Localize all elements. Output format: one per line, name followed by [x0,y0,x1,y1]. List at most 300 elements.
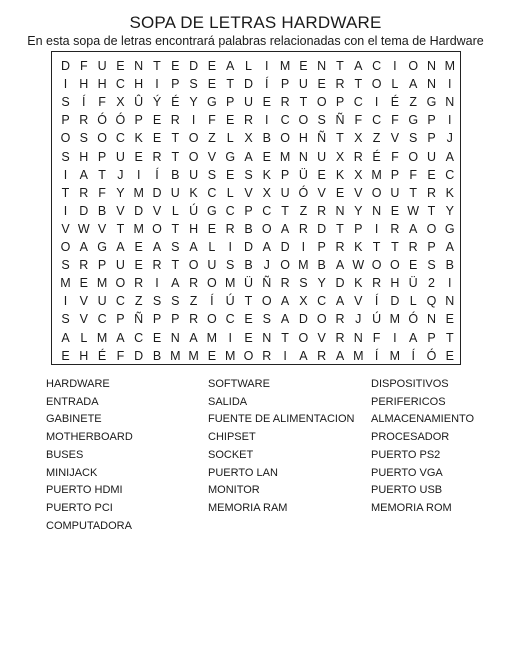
grid-letter: E [134,149,143,164]
grid-letter: E [262,95,271,110]
grid-letter: E [116,59,125,73]
grid-letter: S [171,240,180,254]
grid-letter: M [96,276,108,291]
grid-letter: X [116,95,125,110]
grid-letter: O [261,294,272,309]
grid-letter: B [244,221,253,236]
grid-letter: J [446,131,453,146]
grid-letter: I [265,113,269,128]
grid-letter: P [427,240,436,254]
grid-letter: P [61,113,70,128]
grid-letter: I [228,330,232,345]
grid-letter: P [134,113,143,128]
grid-letter: É [171,95,180,110]
grid-letter: O [408,149,419,164]
grid-letter: N [317,59,327,73]
grid-letter: R [335,312,345,327]
grid-letter: P [427,131,436,146]
grid-letter: K [445,185,454,200]
grid-letter: E [445,348,454,363]
grid-letter: M [389,312,401,327]
grid-letter: S [152,294,162,309]
grid-letter: Ñ [335,113,345,128]
grid-letter: L [208,240,216,254]
grid-letter: U [97,59,107,73]
grid-letter: Ú [189,203,199,218]
grid-letter: R [79,185,89,200]
grid-letter: L [245,59,252,73]
grid-letter: J [263,258,270,273]
grid-letter: O [207,276,217,291]
grid-letter: O [408,59,419,73]
grid-letter: K [354,276,363,291]
grid-letter: A [299,348,308,363]
grid-letter: S [171,294,180,309]
grid-letter: V [354,294,363,309]
grid-row [52,166,459,184]
grid-letter: F [79,59,88,73]
grid-letter: E [427,167,436,182]
grid-letter: M [188,348,199,363]
grid-letter: Í [374,348,379,363]
grid-letter: T [409,185,417,200]
grid-letter: I [374,221,379,236]
grid-letter: A [409,221,418,236]
grid-letter: A [189,330,198,345]
grid-letter: U [170,185,180,200]
grid-letter: H [97,77,107,92]
word-list-item: MONITOR [208,484,260,497]
grid-letter: O [188,258,199,273]
grid-letter: Z [134,294,143,309]
grid-row [52,256,459,274]
grid-letter: G [207,203,217,218]
grid-letter: Z [372,131,381,146]
grid-letter: E [299,59,308,73]
grid-row [52,184,459,202]
grid-letter: C [372,113,382,128]
grid-letter: O [371,258,382,273]
grid-letter: D [79,203,89,218]
grid-letter: K [335,167,345,182]
grid-letter: P [97,258,107,273]
grid-letter: F [98,95,106,110]
grid-letter: A [354,59,363,73]
grid-letter: R [408,240,418,254]
grid-letter: T [336,221,344,236]
grid-letter: E [335,185,345,200]
grid-letter: M [133,185,144,200]
grid-letter: Y [317,276,326,291]
grid-letter: C [445,167,455,182]
grid-letter: S [79,131,88,146]
grid-letter: R [372,276,382,291]
grid-letter: U [298,77,308,92]
word-list-item: HARDWARE [46,378,110,390]
grid-letter: Í [82,95,86,110]
word-list-item: PUERTO HDMI [46,484,123,497]
grid-letter: Í [265,77,269,92]
grid-letter: N [426,312,437,327]
grid-letter: D [243,240,254,254]
grid-letter: F [116,348,125,363]
grid-letter: G [426,95,437,110]
grid-letter: P [354,221,363,236]
grid-letter: R [426,185,437,200]
grid-letter: P [317,240,326,254]
grid-letter: R [353,149,363,164]
grid-letter: M [224,348,236,363]
grid-letter: O [280,258,290,273]
grid-letter: T [281,203,289,218]
word-list-item: FUENTE DE ALIMENTACION [208,413,355,426]
grid-letter: V [97,221,107,236]
grid-letter: I [191,113,196,128]
grid-letter: A [262,240,271,254]
grid-letter: L [409,294,417,309]
grid-letter: T [445,330,454,345]
grid-letter: X [299,294,308,309]
grid-letter: T [336,59,344,73]
grid-letter: G [444,221,455,236]
grid-letter: F [372,330,381,345]
grid-letter: R [280,276,290,291]
grid-letter: A [116,330,125,345]
grid-letter: A [226,59,235,73]
grid-letter: M [133,221,144,236]
grid-letter: M [60,276,71,291]
grid-letter: R [243,113,254,128]
grid-letter: O [298,330,309,345]
grid-letter: D [335,276,345,291]
grid-letter: C [372,59,382,73]
grid-row [52,75,459,93]
grid-letter: R [170,113,180,128]
grid-letter: D [390,294,400,309]
grid-letter: Û [134,95,144,110]
grid-letter: B [317,258,326,273]
grid-letter: N [426,59,437,73]
grid-letter: T [299,95,308,110]
grid-letter: O [390,258,400,273]
grid-letter: S [427,258,436,273]
word-list-item: ALMACENAMIENTO [371,413,475,426]
grid-letter: V [207,149,217,164]
grid-letter: C [97,312,107,327]
grid-letter: M [298,258,309,273]
grid-letter: A [445,149,454,164]
grid-letter: S [207,167,217,182]
grid-letter: W [352,258,365,273]
grid-letter: A [189,240,198,254]
grid-letter: G [225,149,236,164]
grid-letter: 2 [428,276,435,291]
grid-letter: T [171,131,180,146]
grid-letter: C [115,77,125,92]
grid-letter: N [445,294,455,309]
grid-letter: I [136,167,141,182]
word-list-item: MEMORIA ROM [371,501,452,514]
grid-letter: D [134,348,144,363]
grid-letter: V [79,294,88,309]
grid-letter: C [115,294,125,309]
grid-letter: C [317,294,327,309]
grid-letter: E [390,203,400,218]
grid-letter: I [301,240,306,254]
grid-letter: E [317,167,326,182]
grid-letter: Ó [426,348,437,363]
grid-letter: U [207,258,217,273]
grid-letter: F [391,113,399,128]
word-list-item: PUERTO LAN [208,466,278,479]
grid-row [52,347,459,365]
grid-letter: O [60,131,71,146]
grid-letter: C [134,330,144,345]
grid-letter: R [335,77,345,92]
grid-letter: A [116,240,125,254]
grid-letter: E [152,330,162,345]
grid-letter: X [244,131,253,146]
grid-letter: Ó [115,113,126,128]
grid-letter: E [134,240,143,254]
grid-letter: U [317,149,327,164]
grid-letter: R [189,276,199,291]
grid-letter: E [171,59,180,73]
grid-letter: O [316,95,327,110]
grid-letter: X [262,185,271,200]
grid-letter: D [60,59,71,73]
grid-letter: T [171,221,180,236]
grid-letter: H [390,276,400,291]
grid-letter: U [390,185,400,200]
grid-letter: R [262,348,272,363]
grid-letter: O [97,131,107,146]
grid-letter: I [393,330,397,345]
grid-letter: Y [189,95,198,110]
grid-letter: N [353,330,363,345]
grid-letter: O [371,77,382,92]
grid-letter: R [317,203,327,218]
grid-letter: U [280,185,290,200]
grid-letter: R [79,258,89,273]
grid-letter: R [335,240,345,254]
grid-letter: Ó [408,312,419,327]
grid-letter: V [317,185,326,200]
grid-letter: É [390,95,400,110]
grid-letter: S [189,77,198,92]
grid-letter: I [63,294,68,309]
grid-letter: E [207,221,217,236]
grid-letter: D [298,312,308,327]
grid-letter: A [280,294,290,309]
grid-letter: L [226,185,234,200]
grid-letter: E [244,312,253,327]
grid-letter: X [335,149,345,164]
grid-letter: F [208,113,216,128]
word-list-item: PUERTO VGA [371,466,443,479]
grid-letter: K [262,167,271,182]
grid-letter: V [116,203,125,218]
word-list-item: PUERTO PS2 [371,448,441,461]
grid-letter: Í [374,294,379,309]
grid-letter: O [261,221,272,236]
grid-letter: E [445,312,454,327]
grid-letter: Q [426,294,437,309]
grid-letter: C [225,203,235,218]
grid-letter: O [316,312,327,327]
grid-letter: A [409,330,418,345]
grid-letter: A [445,240,454,254]
grid-letter: D [280,240,290,254]
grid-letter: M [279,59,291,73]
grid-letter: Ü [408,276,418,291]
grid-letter: V [390,131,400,146]
grid-letter: U [97,294,107,309]
grid-letter: F [354,113,363,128]
grid-letter: Y [116,185,125,200]
grid-letter: P [335,95,345,110]
grid-letter: E [226,167,235,182]
grid-row [52,274,459,292]
grid-letter: T [354,77,363,92]
grid-letter: S [61,258,70,273]
grid-letter: T [116,221,125,236]
grid-letter: O [60,240,71,254]
word-list-item: SOCKET [208,448,254,461]
grid-letter: T [244,294,253,309]
word-list-item: PERIFERICOS [371,395,446,408]
grid-letter: H [298,131,308,146]
grid-letter: C [225,312,235,327]
grid-letter: V [61,221,70,236]
grid-letter: Y [354,203,363,218]
grid-letter: V [244,185,253,200]
grid-letter: N [298,149,308,164]
grid-letter: A [152,240,162,254]
grid-letter: C [353,95,363,110]
word-list-item: ENTRADA [46,395,99,408]
page-subtitle: En esta sopa de letras encontrará palabras relacionadas con el tema de Hardware [27,34,484,48]
grid-letter: T [336,131,344,146]
grid-letter: I [448,77,452,92]
grid-letter: E [61,348,70,363]
grid-letter: M [170,348,181,363]
grid-letter: O [188,131,199,146]
grid-letter: E [317,77,326,92]
grid-letter: Ó [298,185,309,200]
grid-letter: T [372,240,381,254]
grid-letter: A [280,221,290,236]
grid-letter: Í [210,294,214,309]
grid-letter: T [391,240,399,254]
grid-letter: B [262,131,271,146]
grid-row [52,57,459,75]
word-list-item: DISPOSITIVOS [371,378,449,390]
grid-letter: W [77,221,90,236]
grid-letter: V [354,185,363,200]
grid-letter: Ü [298,167,308,182]
grid-letter: P [171,312,180,327]
grid-letter: B [244,258,253,273]
grid-letter: C [262,203,272,218]
word-list-item: SALIDA [208,395,248,408]
grid-letter: Y [445,203,454,218]
grid-letter: D [134,203,144,218]
word-list-item: MINIJACK [46,466,98,479]
grid-letter: A [61,330,70,345]
grid-letter: I [265,59,269,73]
grid-letter: E [262,149,271,164]
grid-letter: P [390,167,400,182]
grid-letter: B [152,348,162,363]
grid-letter: G [97,240,107,254]
grid-letter: B [445,258,454,273]
grid-letter: E [207,348,217,363]
grid-letter: D [189,59,199,73]
grid-letter: T [171,149,180,164]
grid-letter: I [63,167,68,182]
grid-letter: S [317,113,326,128]
grid-row [52,329,459,347]
grid-letter: N [262,330,272,345]
grid-row [52,310,459,328]
page-title: SOPA DE LETRAS HARDWARE [129,13,382,32]
word-list-item: PUERTO USB [371,484,443,497]
grid-row [52,111,459,129]
grid-letter: H [134,77,144,92]
grid-letter: K [134,131,143,146]
grid-letter: E [244,330,253,345]
grid-letter: X [354,131,363,146]
grid-letter: Z [208,131,216,146]
grid-letter: M [353,348,364,363]
grid-letter: O [298,113,309,128]
grid-letter: F [391,149,399,164]
grid-letter: I [155,276,159,291]
grid-letter: M [371,167,382,182]
word-list-item: CHIPSET [208,431,256,444]
word-list-item: COMPUTADORA [46,519,132,532]
grid-letter: I [63,203,68,218]
grid-letter: D [317,221,327,236]
grid-letter: L [391,77,399,92]
word-list-item: SOFTWARE [208,378,270,390]
grid-letter: T [171,258,180,273]
grid-letter: L [80,330,88,345]
grid-letter: E [226,113,235,128]
grid-letter: U [115,258,125,273]
grid-letter: N [335,203,345,218]
word-list-item: GABINETE [46,413,102,426]
grid-letter: R [152,149,162,164]
word-list-item: MEMORIA RAM [208,501,288,514]
grid-row [52,238,459,256]
grid-letter: P [244,203,253,218]
grid-letter: Ú [225,294,235,309]
grid-letter: É [372,149,381,164]
grid-letter: J [355,312,362,327]
grid-letter: C [207,185,217,200]
grid-letter: Ü [243,276,254,291]
grid-letter: A [79,240,88,254]
word-search-grid [51,51,461,365]
grid-letter: N [372,203,382,218]
grid-letter: G [207,95,217,110]
grid-letter: U [189,167,199,182]
grid-letter: R [335,330,345,345]
grid-letter: A [335,348,345,363]
grid-letter: L [171,203,179,218]
